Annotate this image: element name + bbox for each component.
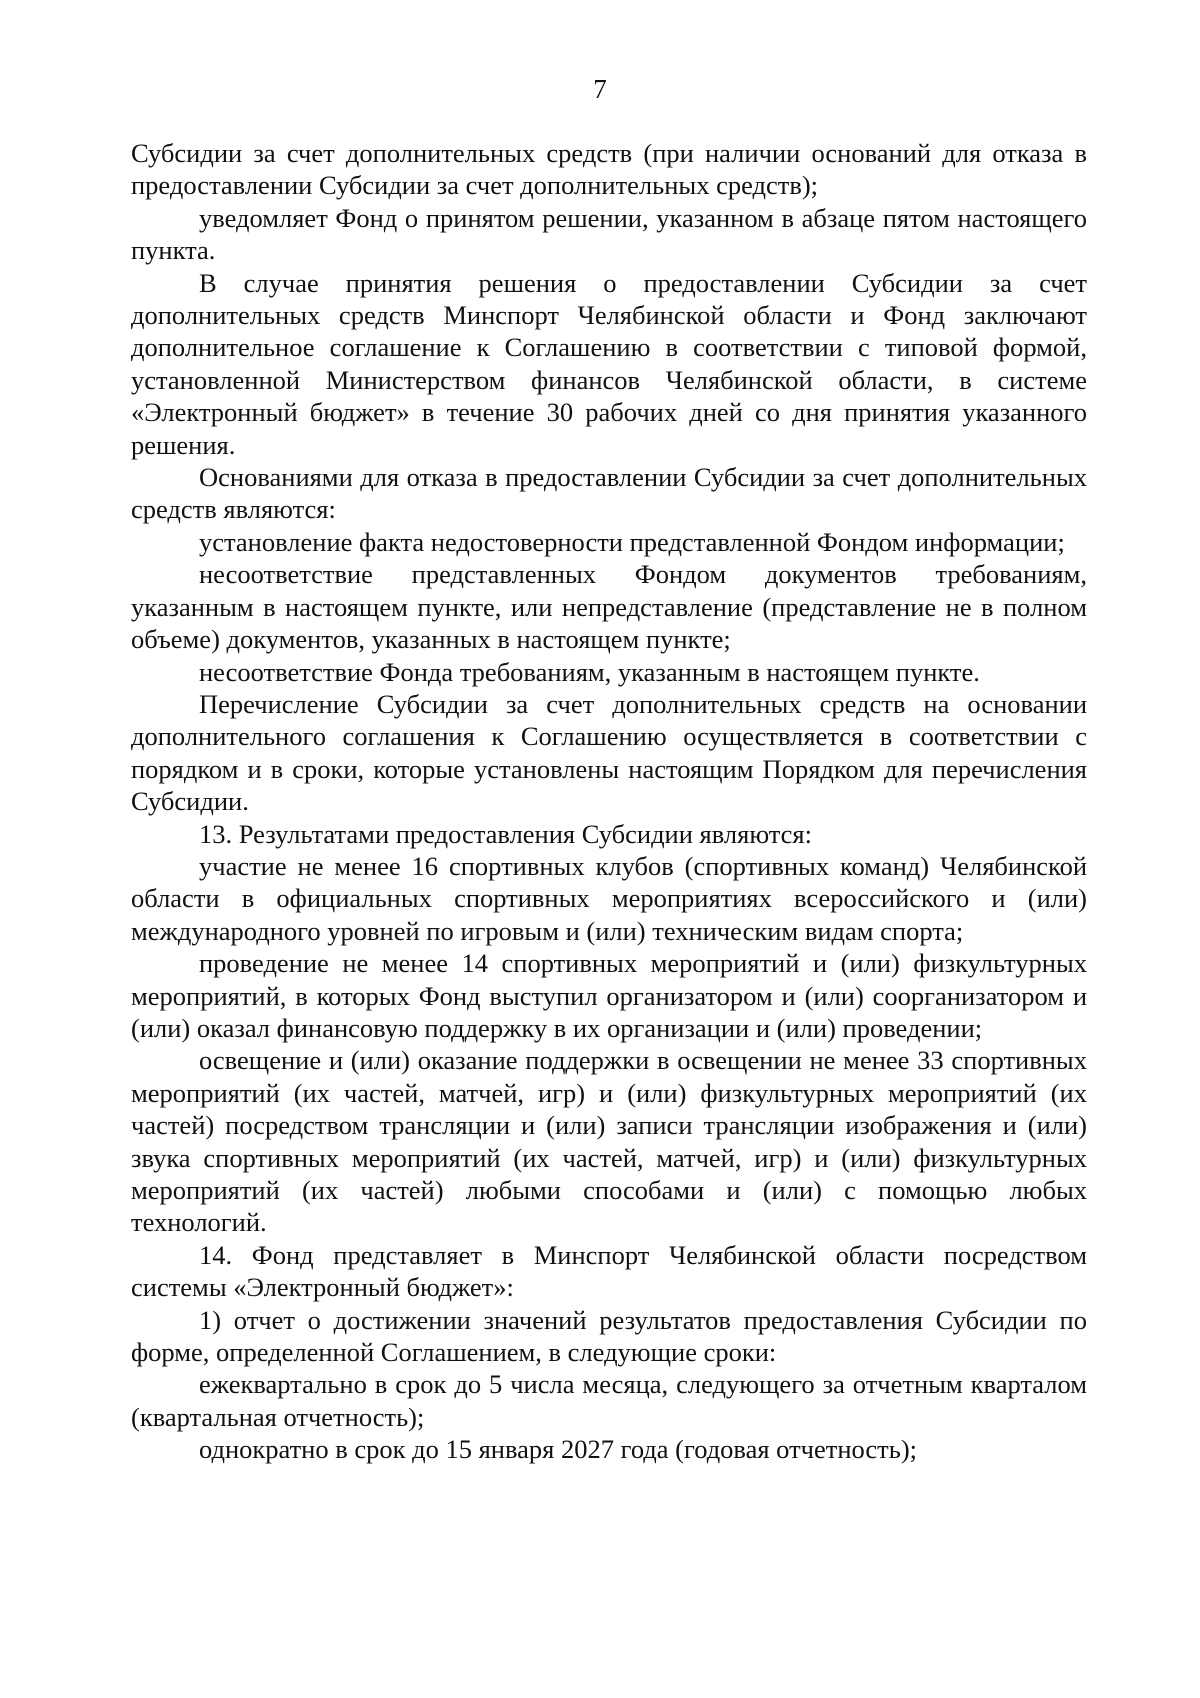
paragraph-refusal-grounds-intro: Основаниями для отказа в предоставлении Субсидии за счет дополнительных средств являются: [131, 462, 1087, 525]
paragraph-refusal-ground-requirements: несоответствие Фонда требованиям, указанным в настоящем пункте. [199, 656, 980, 687]
paragraph-annual-reporting: однократно в срок до 15 января 2027 года (годовая отчетность); [199, 1434, 918, 1465]
paragraph-refusal-ground-unreliable-info: установление факта недостоверности представленной Фондом информации; [199, 526, 1065, 557]
page-number: 7 [593, 74, 607, 104]
paragraph-report-results: 1) отчет о достижении значений результатов предоставления Субсидии по форме, определенной Соглашением, в следующие сроки: [131, 1304, 1087, 1368]
paragraph-section-14-reporting: 14. Фонд представляет в Минспорт Челябинской области посредством системы «Электронный бюджет»: [131, 1239, 1087, 1303]
paragraph-result-clubs-participation: участие не менее 16 спортивных клубов (спортивных команд) Челябинской области в официальных спортивных мероприятиях всероссийского и (или) международного уровней по игровым и (или) техническим видам спорта; [131, 850, 1087, 946]
paragraph-result-events-held: проведение не менее 14 спортивных мероприятий и (или) физкультурных мероприятий, в которых Фонд выступил организатором и (или) соорганизатором и (или) оказал финансовую поддержку в их организации и (или) проведении; [131, 948, 1087, 1043]
document-body [131, 137, 1087, 1466]
paragraph-result-media-coverage: освещение и (или) оказание поддержки в освещении не менее 33 спортивных мероприятий (их частей, матчей, игр) и (или) физкультурных мероприятий (их частей) посредством трансляции и (или) записи трансляции изображения и (или) звука спортивных мероприятий (их частей, матчей, игр) и (или) физкультурных мероприятий (их частей) любыми способами и (или) с помощью любых технологий. [131, 1045, 1087, 1238]
paragraph-refusal-ground-documents: несоответствие представленных Фондом документов требованиям, указанным в настоящем пункте, или непредставление (представление не в полном объеме) документов, указанных в настоящем пункте; [131, 559, 1087, 655]
paragraph-section-13-results: 13. Результатами предоставления Субсидии являются: [199, 818, 812, 849]
paragraph-transfer-procedure: Перечисление Субсидии за счет дополнительных средств на основании дополнительного соглашения к Соглашению осуществляется в соответствии с порядком и в сроки, которые установлены настоящим Порядком для перечисления Субсидии. [131, 688, 1087, 817]
paragraph-quarterly-reporting: ежеквартально в срок до 5 числа месяца, следующего за отчетным кварталом (квартальная отчетность); [131, 1369, 1087, 1432]
paragraph-additional-agreement: В случае принятия решения о предоставлении Субсидии за счет дополнительных средств Минспорт Челябинской области и Фонд заключают дополнительное соглашение к Соглашению в соответствии с типовой формой, установленной Министерством финансов Челябинской области, в системе «Электронный бюджет» в течение 30 рабочих дней со дня принятия указанного решения. [131, 267, 1087, 460]
paragraph-continuation-refusal: Субсидии за счет дополнительных средств (при наличии оснований для отказа в предоставлении Субсидии за счет дополнительных средств); [131, 138, 1087, 201]
paragraph-notify-fund: уведомляет Фонд о принятом решении, указанном в абзаце пятом настоящего пункта. [131, 202, 1087, 266]
